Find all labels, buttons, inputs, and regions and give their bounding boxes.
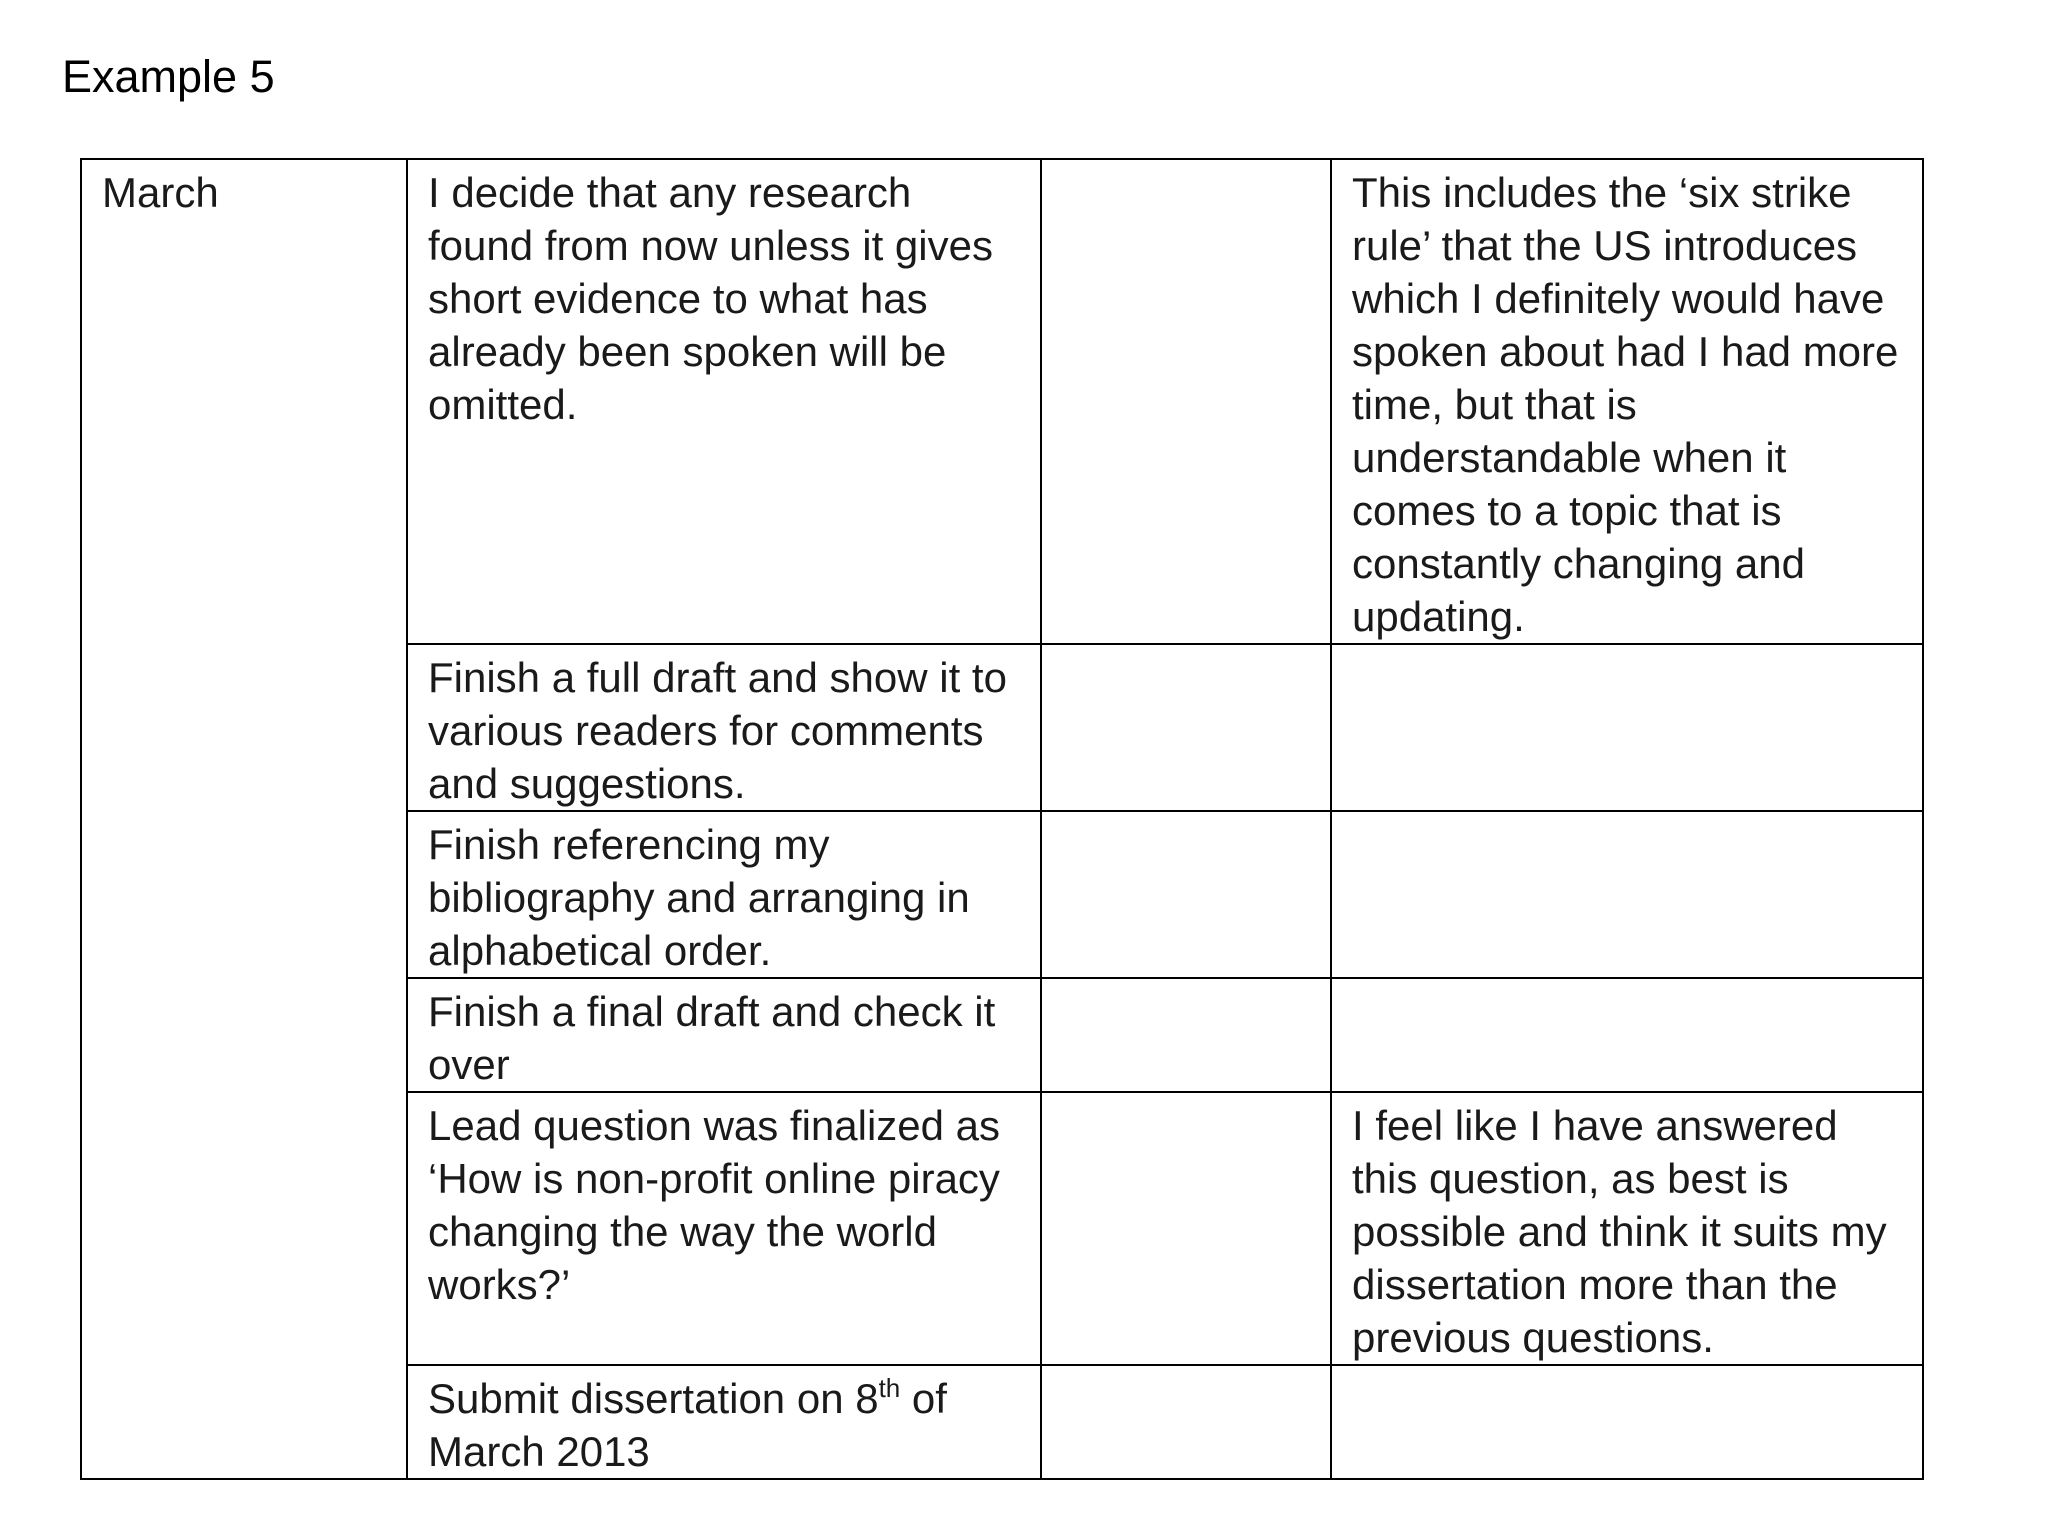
slide-title: Example 5	[62, 51, 275, 102]
comment-cell: I feel like I have answered this question, as best is possible and think it suits my dissertation more than the previous questions.	[1331, 1092, 1923, 1365]
empty-cell	[1041, 811, 1331, 978]
comment-cell: This includes the ‘six strike rule’ that the US introduces which I definitely would have spoken about had I had more time, but that is understandable when it comes to a topic that is constantly changing and updating.	[1331, 159, 1923, 644]
comment-cell	[1331, 811, 1923, 978]
task-cell: Finish a full draft and show it to various readers for comments and suggestions.	[407, 644, 1041, 811]
empty-cell	[1041, 978, 1331, 1092]
ordinal-superscript: th	[878, 1373, 901, 1403]
table-row	[81, 159, 1923, 644]
task-text-start: Submit dissertation on 8	[428, 1375, 879, 1422]
progress-log-table	[80, 158, 1924, 1480]
month-cell	[81, 159, 407, 1479]
task-cell: Finish referencing my bibliography and arranging in alphabetical order.	[407, 811, 1041, 978]
empty-cell	[1041, 1365, 1331, 1479]
task-cell	[407, 1365, 1041, 1479]
empty-cell	[1041, 159, 1331, 644]
task-cell: Finish a final draft and check it over	[407, 978, 1041, 1092]
month-label: March	[102, 169, 219, 216]
comment-cell	[1331, 1365, 1923, 1479]
empty-cell	[1041, 644, 1331, 811]
task-text-end: of March 2013	[428, 1375, 947, 1475]
comment-cell	[1331, 644, 1923, 811]
progress-log-table-container	[80, 158, 1920, 1475]
empty-cell	[1041, 1092, 1331, 1365]
task-cell: Lead question was finalized as ‘How is non-profit online piracy changing the way the world works?’	[407, 1092, 1041, 1365]
task-cell: I decide that any research found from now unless it gives short evidence to what has already been spoken will be omitted.	[407, 159, 1041, 644]
comment-cell	[1331, 978, 1923, 1092]
